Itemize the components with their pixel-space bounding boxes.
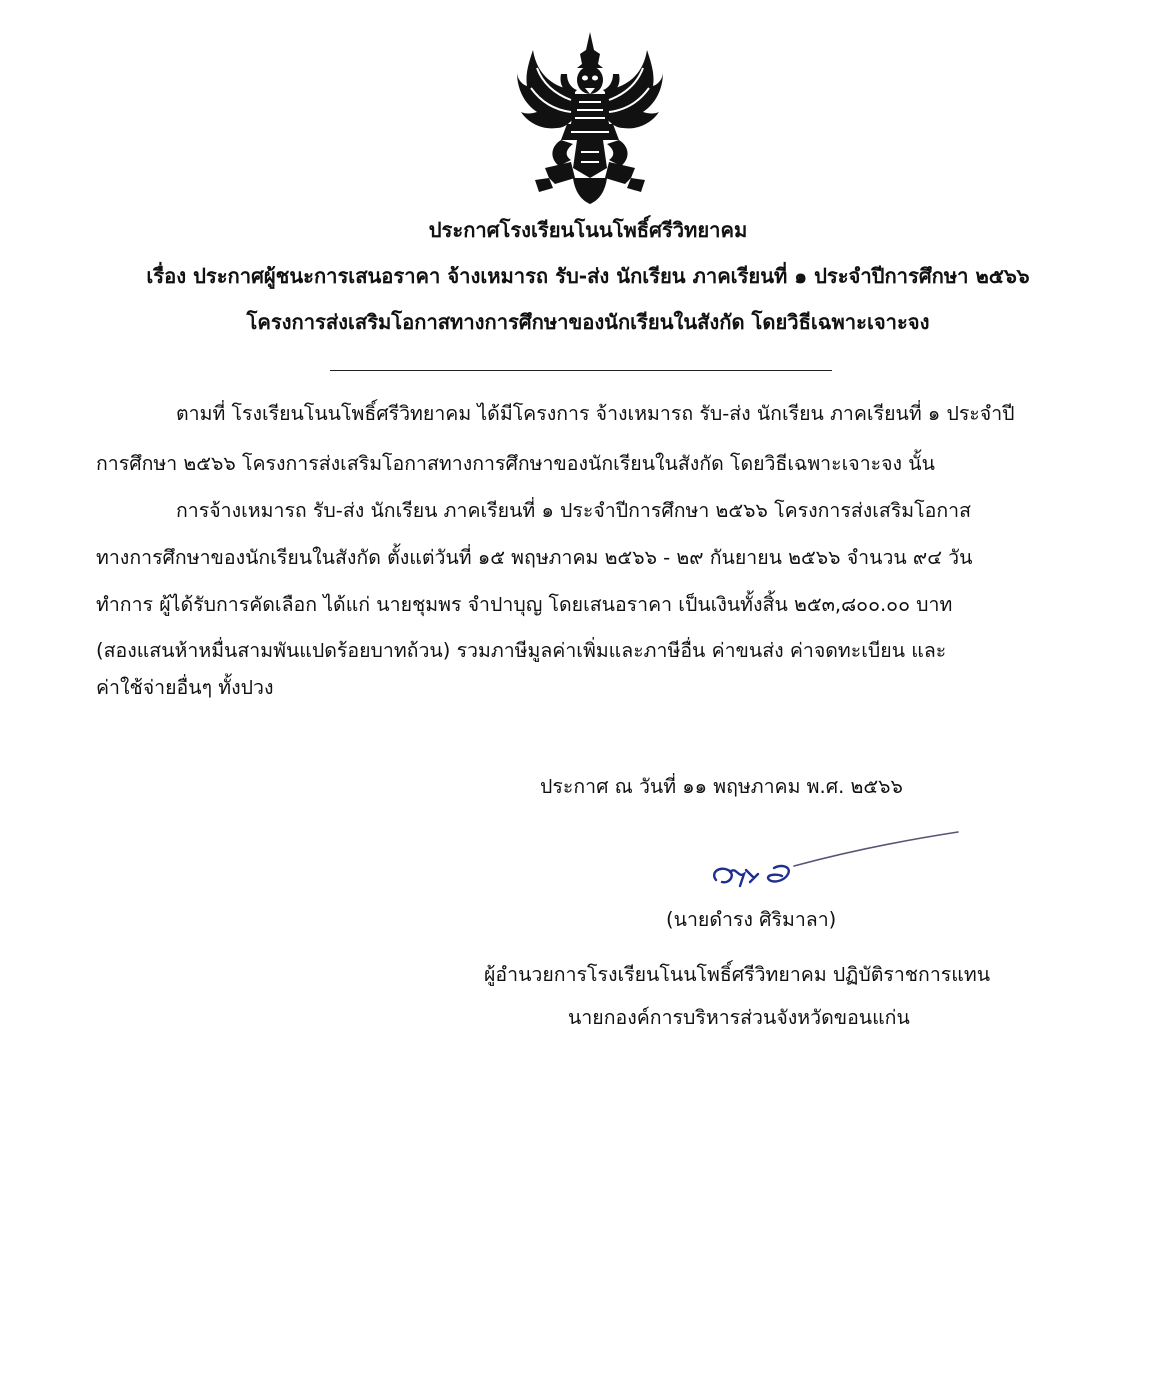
signatory-position-2: นายกองค์การบริหารส่วนจังหวัดขอนแก่น <box>568 1006 910 1029</box>
para2-line1: การจ้างเหมารถ รับ-ส่ง นักเรียน ภาคเรียนที่ ๑ ประจำปีการศึกษา ๒๕๖๖ โครงการส่งเสริมโอกาส <box>176 499 972 522</box>
announce-date: ประกาศ ณ วันที่ ๑๑ พฤษภาคม พ.ศ. ๒๕๖๖ <box>540 775 903 798</box>
para2-line2: ทางการศึกษาของนักเรียนในสังกัด ตั้งแต่วันที่ ๑๕ พฤษภาคม ๒๕๖๖ - ๒๙ กันยายน ๒๕๖๖ จำนวน ๙๔ วัน <box>96 546 973 569</box>
para2-line4: (สองแสนห้าหมื่นสามพันแปดร้อยบาทถ้วน) รวมภาษีมูลค่าเพิ่มและภาษีอื่น ค่าขนส่ง ค่าจดทะเบียน และ <box>96 639 947 662</box>
signatory-position-1: ผู้อำนวยการโรงเรียนโนนโพธิ์ศรีวิทยาคม ปฏิบัติราชการแทน <box>484 963 991 986</box>
para2-line5: ค่าใช้จ่ายอื่นๆ ทั้งปวง <box>96 676 274 699</box>
para1-line2: การศึกษา ๒๕๖๖ โครงการส่งเสริมโอกาสทางการศึกษาของนักเรียนในสังกัด โดยวิธีเฉพาะเจาะจง นั้น <box>96 452 935 475</box>
garuda-emblem-icon <box>515 28 665 208</box>
handwritten-signature <box>706 826 966 896</box>
para1-line1: ตามที่ โรงเรียนโนนโพธิ์ศรีวิทยาคม ได้มีโครงการ จ้างเหมารถ รับ-ส่ง นักเรียน ภาคเรียนที่ ๑ ประจำปี <box>176 402 1015 425</box>
signatory-name: (นายดำรง ศิริมาลา) <box>666 908 837 931</box>
title-divider <box>330 370 832 371</box>
announcement-subject: เรื่อง ประกาศผู้ชนะการเสนอราคา จ้างเหมารถ รับ-ส่ง นักเรียน ภาคเรียนที่ ๑ ประจำปีการศึกษา ๒๕๖๖ <box>146 264 1030 288</box>
announcement-project: โครงการส่งเสริมโอกาสทางการศึกษาของนักเรียนในสังกัด โดยวิธีเฉพาะเจาะจง <box>246 310 930 334</box>
para2-line3: ทำการ ผู้ได้รับการคัดเลือก ได้แก่ นายชุมพร จำปาบุญ โดยเสนอราคา เป็นเงินทั้งสิ้น ๒๕๓,๘๐๐.๐๐ บาท <box>96 593 953 616</box>
announcement-title: ประกาศโรงเรียนโนนโพธิ์ศรีวิทยาคม <box>428 218 748 242</box>
